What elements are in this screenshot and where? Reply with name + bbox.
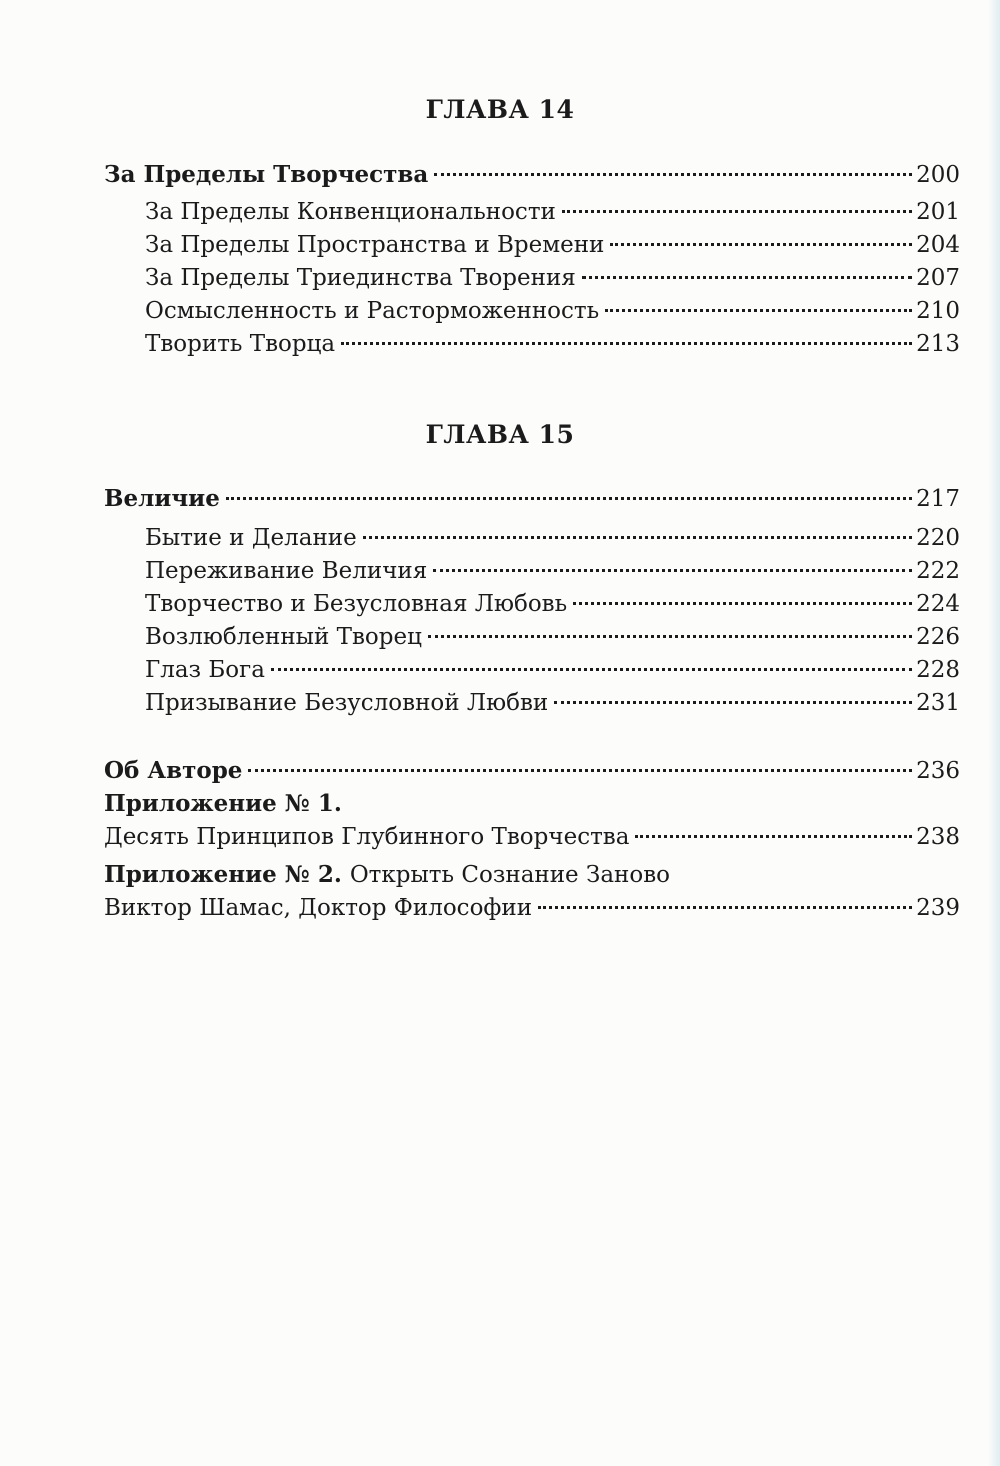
toc-entry-label: Творчество и Безусловная Любовь xyxy=(145,591,568,617)
toc-entry-label: Возлюбленный Творец xyxy=(145,624,422,650)
dot-leader xyxy=(433,569,912,572)
toc-entry[interactable] xyxy=(145,523,960,553)
toc-entry-label: Виктор Шамас, Доктор Философии xyxy=(104,895,533,921)
toc-entry-page: 238 xyxy=(916,824,960,850)
dot-leader xyxy=(605,309,912,312)
toc-entry-about-author[interactable] xyxy=(104,756,960,786)
dot-leader xyxy=(271,668,912,671)
toc-entry-appendix-1-label[interactable] xyxy=(104,789,960,819)
toc-entry-label: Бытие и Делание xyxy=(145,525,357,551)
toc-entry-label: Призывание Безусловной Любви xyxy=(145,690,549,716)
toc-entry-page: 217 xyxy=(916,486,960,512)
chapter-15-heading: ГЛАВА 15 xyxy=(425,420,575,449)
dot-leader xyxy=(554,701,912,704)
toc-entry-page: 213 xyxy=(916,331,960,357)
page-edge-shadow xyxy=(988,0,1000,1466)
toc-entry-page: 222 xyxy=(916,558,960,584)
dot-leader xyxy=(573,602,912,605)
dot-leader xyxy=(434,173,912,176)
toc-entry-page: 207 xyxy=(916,265,960,291)
toc-entry[interactable] xyxy=(145,329,960,359)
toc-entry-page: 220 xyxy=(916,525,960,551)
dot-leader xyxy=(610,243,912,246)
toc-entry-label: За Пределы Конвенциональности xyxy=(145,199,556,225)
toc-entry-label: За Пределы Триединства Творения xyxy=(145,265,576,291)
toc-entry-label: Переживание Величия xyxy=(145,558,428,584)
toc-entry-label: Осмысленность и Расторможенность xyxy=(145,298,600,324)
toc-entry[interactable] xyxy=(145,556,960,586)
dot-leader xyxy=(562,210,912,213)
toc-entry-appendix-2-subtitle[interactable] xyxy=(104,893,960,923)
toc-entry-page: 224 xyxy=(916,591,960,617)
toc-entry-label: Об Авторе xyxy=(104,757,243,784)
toc-entry[interactable] xyxy=(145,197,960,227)
dot-leader xyxy=(226,497,912,500)
toc-entry-page: 236 xyxy=(916,758,960,784)
toc-entry-label: Глаз Бога xyxy=(145,657,265,683)
toc-entry-page: 231 xyxy=(916,690,960,716)
toc-entry-label: За Пределы Пространства и Времени xyxy=(145,232,605,258)
toc-entry-page: 204 xyxy=(916,232,960,258)
dot-leader xyxy=(428,635,912,638)
toc-entry-page: 239 xyxy=(916,895,960,921)
toc-entry-page: 201 xyxy=(916,199,960,225)
toc-entry-label: Величие xyxy=(104,485,220,512)
toc-entry-label: Творить Творца xyxy=(145,331,336,357)
dot-leader xyxy=(341,342,912,345)
toc-entry-inline-subtitle: Открыть Сознание Заново xyxy=(349,862,670,888)
toc-entry-label: Приложение № 1. xyxy=(104,790,342,817)
toc-entry-label: За Пределы Творчества xyxy=(104,161,429,188)
toc-entry[interactable] xyxy=(145,296,960,326)
toc-entry-appendix-1-subtitle[interactable] xyxy=(104,822,960,852)
toc-entry-page: 228 xyxy=(916,657,960,683)
toc-entry[interactable] xyxy=(145,688,960,718)
chapter-14-heading: ГЛАВА 14 xyxy=(425,95,575,124)
dot-leader xyxy=(635,835,912,838)
toc-entry-label: Десять Принципов Глубинного Творчества xyxy=(104,824,630,850)
dot-leader xyxy=(248,769,912,772)
toc-entry[interactable] xyxy=(145,263,960,293)
dot-leader xyxy=(363,536,912,539)
dot-leader xyxy=(538,906,912,909)
toc-entry-page: 210 xyxy=(916,298,960,324)
dot-leader xyxy=(582,276,912,279)
toc-entry-chapter-14-title[interactable] xyxy=(104,160,960,190)
toc-entry-label: Приложение № 2. xyxy=(104,861,342,888)
toc-entry-chapter-15-title[interactable] xyxy=(104,484,960,514)
toc-entry-appendix-2-label[interactable] xyxy=(104,860,960,890)
toc-entry-page: 226 xyxy=(916,624,960,650)
toc-entry[interactable] xyxy=(145,230,960,260)
toc-entry[interactable] xyxy=(145,589,960,619)
toc-entry-page: 200 xyxy=(916,162,960,188)
toc-entry[interactable] xyxy=(145,622,960,652)
toc-entry[interactable] xyxy=(145,655,960,685)
